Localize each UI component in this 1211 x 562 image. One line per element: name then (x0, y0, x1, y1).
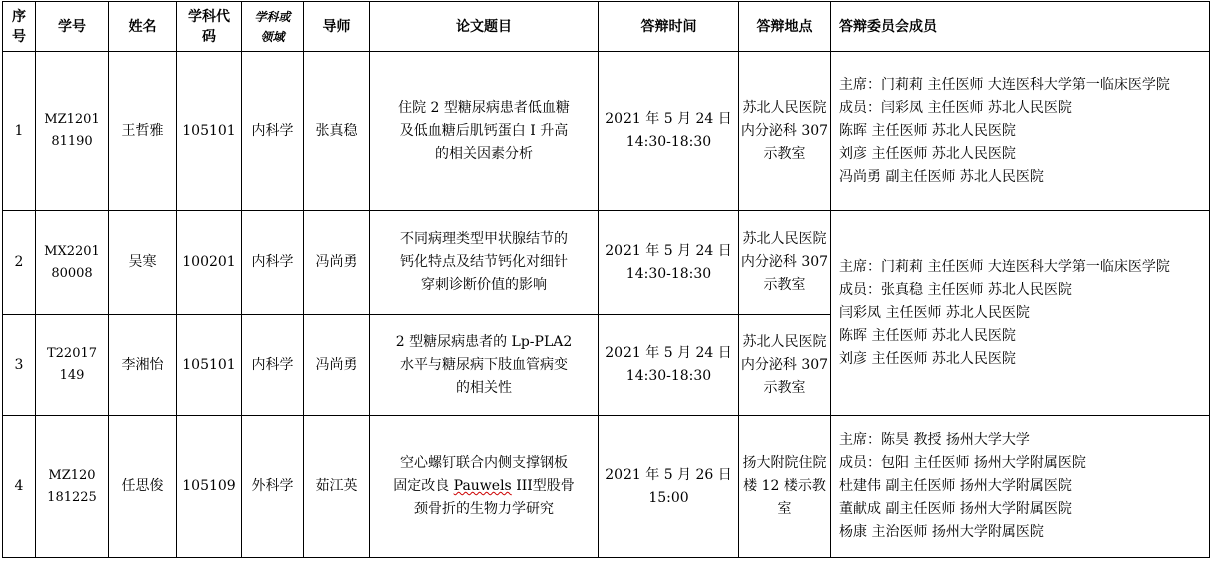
time-cell: 2021 年 5 月 26 日 15:00 (599, 416, 739, 558)
time-cell: 2021 年 5 月 24 日 14:30-18:30 (599, 315, 739, 416)
name-cell: 吴寒 (109, 211, 177, 315)
place-cell: 苏北人民医院 内分泌科 307 示教室 (739, 315, 831, 416)
time-cell: 2021 年 5 月 24 日 14:30-18:30 (599, 211, 739, 315)
code-cell: 105101 (177, 52, 242, 211)
field-cell: 内科学 (242, 52, 304, 211)
code-cell: 105101 (177, 315, 242, 416)
thesis-cell: 不同病理类型甲状腺结节的 钙化特点及结节钙化对细针 穿刺诊断价值的影响 (370, 211, 599, 315)
advisor-cell: 茹江英 (304, 416, 370, 558)
table-row (3, 211, 1210, 315)
header-time: 答辩时间 (599, 2, 739, 52)
advisor-cell: 张真稳 (304, 52, 370, 211)
header-thesis: 论文题目 (370, 2, 599, 52)
advisor-cell: 冯尚勇 (304, 211, 370, 315)
place-cell: 苏北人民医院 内分泌科 307 示教室 (739, 211, 831, 315)
name-cell: 王哲雅 (109, 52, 177, 211)
advisor-cell: 冯尚勇 (304, 315, 370, 416)
header-row (3, 2, 1210, 52)
code-cell: 100201 (177, 211, 242, 315)
place-cell: 扬大附院住院 楼 12 楼示教 室 (739, 416, 831, 558)
committee-cell: 主席：门莉莉 主任医师 大连医科大学第一临床医学院 成员：张真稳 主任医师 苏北人民医院 闫彩凤 主任医师 苏北人民医院 陈晖 主任医师 苏北人民医院 刘彦 主任医师 苏北人民医院 (831, 211, 1210, 416)
seq-cell: 4 (3, 416, 36, 558)
header-seq: 序 号 (3, 2, 36, 52)
thesis-cell: 住院 2 型糖尿病患者低血糖 及低血糖后肌钙蛋白 I 升高 的相关因素分析 (370, 52, 599, 211)
spellcheck-underlined-word: Pauwels (453, 478, 512, 494)
thesis-cell: 空心螺钉联合内侧支撑钢板 固定改良 Pauwels III型股骨 颈骨折的生物力学研究 (370, 416, 599, 558)
seq-cell: 1 (3, 52, 36, 211)
committee-cell: 主席：门莉莉 主任医师 大连医科大学第一临床医学院 成员：闫彩凤 主任医师 苏北人民医院 陈晖 主任医师 苏北人民医院 刘彦 主任医师 苏北人民医院 冯尚勇 副主任医师 苏北人民医院 (831, 52, 1210, 211)
code-cell: 105109 (177, 416, 242, 558)
table-row (3, 52, 1210, 211)
student-id-cell: T22017 149 (36, 315, 109, 416)
name-cell: 任思俊 (109, 416, 177, 558)
header-student-id: 学号 (36, 2, 109, 52)
field-cell: 内科学 (242, 211, 304, 315)
header-place: 答辩地点 (739, 2, 831, 52)
header-field: 学科或 领域 (242, 2, 304, 52)
header-discipline-code: 学科代 码 (177, 2, 242, 52)
seq-cell: 3 (3, 315, 36, 416)
student-id-cell: MZ1201 81190 (36, 52, 109, 211)
seq-cell: 2 (3, 211, 36, 315)
thesis-cell: 2 型糖尿病患者的 Lp-PLA2 水平与糖尿病下肢血管病变 的相关性 (370, 315, 599, 416)
field-cell: 外科学 (242, 416, 304, 558)
place-cell: 苏北人民医院 内分泌科 307 示教室 (739, 52, 831, 211)
defense-schedule-table (2, 1, 1210, 558)
header-advisor: 导师 (304, 2, 370, 52)
committee-cell: 主席：陈昊 教授 扬州大学大学 成员：包阳 主任医师 扬州大学附属医院 杜建伟 副主任医师 扬州大学附属医院 董献成 副主任医师 扬州大学附属医院 杨康 主治医师 扬州大学附属医院 (831, 416, 1210, 558)
name-cell: 李湘怡 (109, 315, 177, 416)
header-name: 姓名 (109, 2, 177, 52)
student-id-cell: MX2201 80008 (36, 211, 109, 315)
field-cell: 内科学 (242, 315, 304, 416)
student-id-cell: MZ120 181225 (36, 416, 109, 558)
table-row (3, 416, 1210, 558)
header-committee: 答辩委员会成员 (831, 2, 1210, 52)
time-cell: 2021 年 5 月 24 日 14:30-18:30 (599, 52, 739, 211)
